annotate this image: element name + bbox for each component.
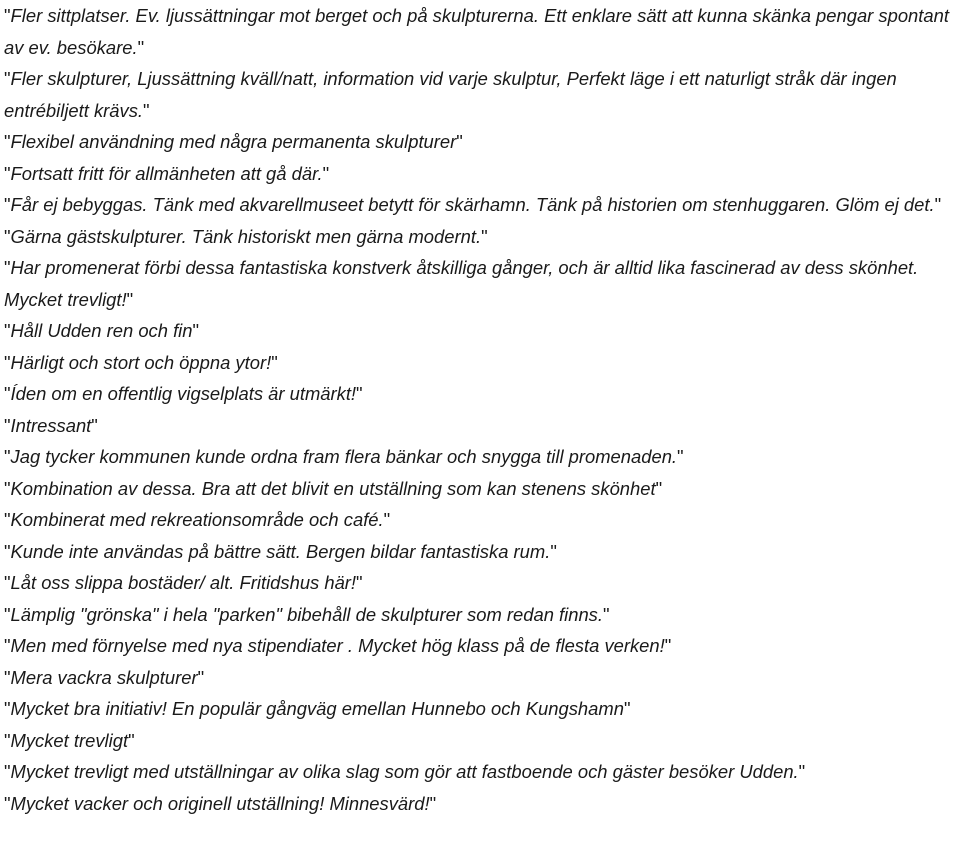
comment-text: Gärna gästskulpturer. Tänk historiskt men gärna modernt. (10, 225, 482, 247)
comment-item (0, 410, 960, 442)
comment-item (0, 693, 960, 725)
open-quote: " (4, 131, 11, 152)
open-quote: " (4, 792, 11, 814)
comment-text: Fler skulpturer, Ljussättning kväll/natt, information vid varje skulptur, Perfekt läge i ett naturligt stråk där ingen entrébiljett krävs. (4, 68, 897, 121)
comment-text: Låt oss slippa bostäder/ alt. Fritidshus här! (10, 572, 357, 593)
comment-text: Kombinerat med rekreationsområde och café. (10, 509, 384, 530)
close-quote: " (197, 666, 205, 688)
open-quote: " (4, 194, 11, 215)
comment-text: Håll Udden ren och fin (10, 320, 193, 341)
comment-item (0, 725, 960, 757)
open-quote: " (4, 68, 11, 89)
close-quote: " (91, 414, 98, 436)
open-quote: " (4, 729, 11, 751)
close-quote: " (798, 761, 806, 782)
open-quote: " (4, 414, 11, 436)
comment-item (0, 630, 960, 662)
comment-text: Mycket trevligt med utställningar av olika slag som gör att fastboende och gäster besöker Udden. (10, 761, 799, 782)
open-quote: " (4, 635, 11, 656)
comment-item (0, 504, 960, 536)
comment-item (0, 536, 960, 568)
close-quote: " (603, 603, 610, 625)
open-quote: " (4, 666, 11, 688)
close-quote: " (128, 729, 135, 751)
comment-item (0, 756, 960, 788)
open-quote: " (4, 225, 11, 247)
comment-text: Jag tycker kommunen kunde ordna fram flera bänkar och snygga till promenaden. (10, 446, 678, 467)
open-quote: " (4, 477, 11, 499)
open-quote: " (4, 320, 11, 341)
open-quote: " (4, 761, 11, 782)
comment-item (0, 378, 960, 410)
open-quote: " (4, 698, 11, 719)
comment-item (0, 126, 960, 158)
comment-item (0, 221, 960, 253)
comment-text: Men med förnyelse med nya stipendiater . Mycket hög klass på de flesta verken! (10, 635, 665, 656)
comment-text: Mycket trevligt (10, 729, 129, 751)
open-quote: " (4, 603, 11, 625)
open-quote: " (4, 540, 11, 562)
comment-text: Får ej bebyggas. Tänk med akvarellmuseet betytt för skärhamn. Tänk på historien om stenhuggaren. Glöm ej det. (10, 194, 935, 215)
close-quote: " (192, 320, 200, 341)
close-quote: " (655, 477, 663, 499)
close-quote: " (383, 509, 391, 530)
comment-text: Har promenerat förbi dessa fantastiska konstverk åtskilliga gånger, och är alltid lika fascinerad av dess skönhet. Mycket trevligt! (4, 257, 919, 310)
comment-text: Kombination av dessa. Bra att det blivit en utställning som kan stenens skönhet (10, 477, 656, 499)
comment-item (0, 252, 960, 315)
open-quote: " (4, 383, 11, 404)
close-quote: " (550, 540, 557, 562)
close-quote: " (623, 698, 631, 719)
open-quote: " (4, 572, 11, 593)
comment-text: Mycket vacker och originell utställning! Minnesvärd! (10, 792, 430, 814)
close-quote: " (137, 36, 145, 58)
comment-text: Intressant (10, 414, 92, 436)
close-quote: " (126, 288, 134, 310)
close-quote: " (677, 446, 684, 467)
close-quote: " (429, 792, 437, 814)
close-quote: " (356, 383, 363, 404)
open-quote: " (4, 351, 11, 373)
comment-item (0, 662, 960, 694)
comment-text: Mycket bra initiativ! En populär gångväg emellan Hunnebo och Kungshamn (10, 698, 624, 719)
open-quote: " (4, 162, 11, 184)
comment-text: Flexibel användning med några permanenta skulpturer (10, 131, 457, 152)
comment-item (0, 189, 960, 221)
open-quote: " (4, 5, 11, 26)
comment-text: Härligt och stort och öppna ytor! (10, 351, 272, 373)
comment-item (0, 347, 960, 379)
comment-item (0, 567, 960, 599)
comment-text: Mera vackra skulpturer (10, 666, 198, 688)
close-quote: " (456, 131, 463, 152)
comment-text: Fler sittplatser. Ev. ljussättningar mot berget och på skulpturerna. Ett enklare sätt att kunna skänka pengar spontant av ev. besökare. (4, 5, 949, 58)
open-quote: " (4, 257, 11, 278)
comment-item (0, 599, 960, 631)
open-quote: " (4, 509, 11, 530)
comment-item (0, 788, 960, 820)
comment-item (0, 63, 960, 126)
comment-item (0, 315, 960, 347)
close-quote: " (356, 572, 363, 593)
comment-item (0, 0, 960, 63)
comment-text: Kunde inte användas på bättre sätt. Bergen bildar fantastiska rum. (10, 540, 551, 562)
open-quote: " (4, 446, 11, 467)
close-quote: " (481, 225, 488, 247)
close-quote: " (143, 99, 150, 121)
comment-text: Íden om en offentlig vigselplats är utmärkt! (10, 383, 357, 404)
comment-text: Lämplig "grönska" i hela "parken" bibehåll de skulpturer som redan finns. (10, 603, 603, 625)
close-quote: " (934, 194, 942, 215)
close-quote: " (271, 351, 278, 373)
comment-item (0, 158, 960, 190)
comment-item (0, 441, 960, 473)
comment-item (0, 473, 960, 505)
close-quote: " (322, 162, 330, 184)
comment-text: Fortsatt fritt för allmänheten att gå där. (10, 162, 323, 184)
close-quote: " (664, 635, 672, 656)
